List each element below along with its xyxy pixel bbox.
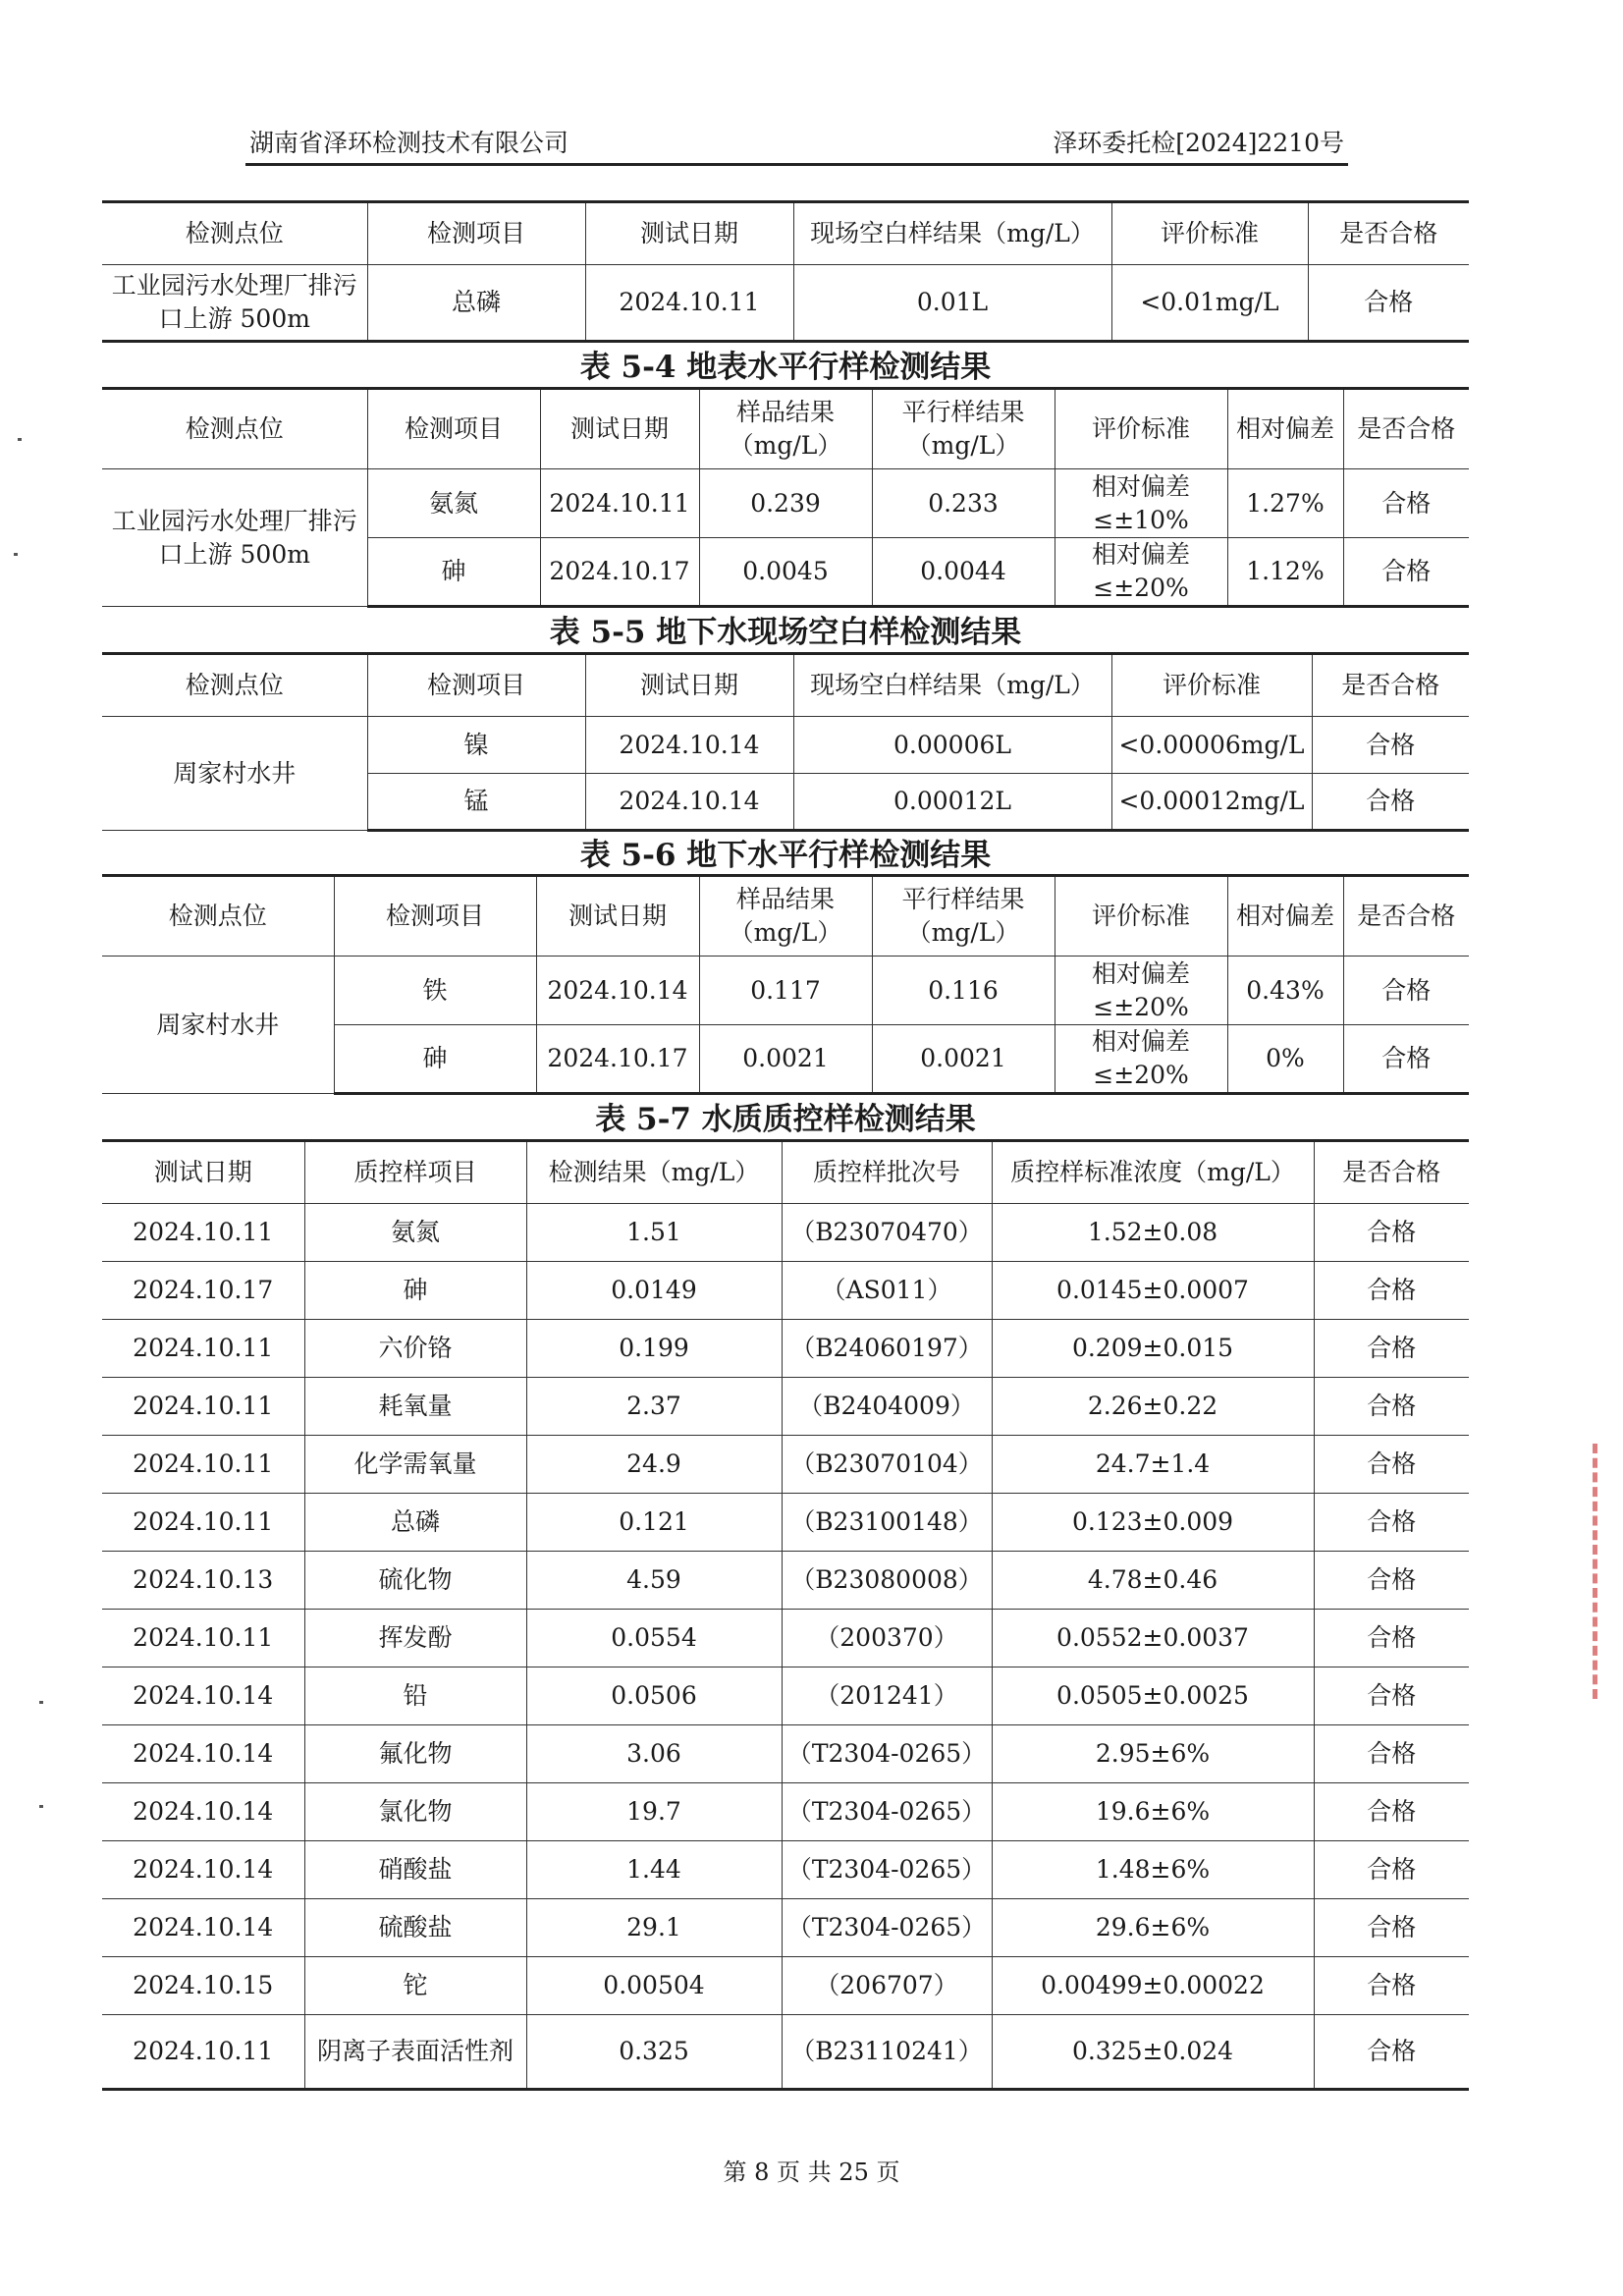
table-5-7 xyxy=(102,1139,1469,2091)
item-cell: 砷 xyxy=(334,1025,536,1094)
header-cell: 相对偏差 xyxy=(1227,876,1343,957)
point-cell: 工业园污水处理厂排污口上游 500m xyxy=(102,469,367,607)
table-5-6-caption: 表 5-6 地下水平行样检测结果 xyxy=(579,838,992,873)
pass-cell: 合格 xyxy=(1314,1494,1469,1552)
header-cell: 质控样批次号 xyxy=(782,1141,992,1204)
header-cell: 是否合格 xyxy=(1343,389,1469,469)
date-cell: 2024.10.11 xyxy=(102,1494,304,1552)
standard-cell: 4.78±0.46 xyxy=(992,1552,1314,1610)
standard-cell: 0.325±0.024 xyxy=(992,2015,1314,2090)
table-row xyxy=(102,1378,1469,1436)
table-row xyxy=(102,2015,1469,2090)
company-name: 湖南省泽环检测技术有限公司 xyxy=(249,129,569,157)
header-cell: 现场空白样结果（mg/L） xyxy=(793,202,1111,265)
batch-cell: （B23080008） xyxy=(782,1552,992,1610)
header-cell: 现场空白样结果（mg/L） xyxy=(793,654,1111,717)
table-5-3 xyxy=(102,200,1469,343)
date-cell: 2024.10.14 xyxy=(102,1725,304,1783)
parallel-cell: 0.0021 xyxy=(872,1025,1055,1094)
batch-cell: （T2304-0265） xyxy=(782,1841,992,1899)
table-header-row xyxy=(102,876,1469,957)
result-cell: 0.0506 xyxy=(526,1667,782,1725)
result-cell: 29.1 xyxy=(526,1899,782,1957)
table-row xyxy=(102,1610,1469,1667)
result-cell: 4.59 xyxy=(526,1552,782,1610)
header-cell: 检测点位 xyxy=(102,202,367,265)
batch-cell: （AS011） xyxy=(782,1262,992,1320)
report-number: 泽环委托检[2024]2210号 xyxy=(1053,129,1344,157)
table-row xyxy=(102,1320,1469,1378)
pass-cell: 合格 xyxy=(1314,1436,1469,1494)
header-cell: 评价标准 xyxy=(1111,202,1308,265)
point-cell: 周家村水井 xyxy=(102,717,367,831)
pass-cell: 合格 xyxy=(1314,1725,1469,1783)
header-cell: 测试日期 xyxy=(585,654,793,717)
table-row xyxy=(102,1783,1469,1841)
table-row xyxy=(102,957,1469,1025)
standard-cell: 0.209±0.015 xyxy=(992,1320,1314,1378)
table-5-6 xyxy=(102,874,1469,1095)
batch-cell: （200370） xyxy=(782,1610,992,1667)
item-cell: 总磷 xyxy=(367,265,585,342)
batch-cell: （B23110241） xyxy=(782,2015,992,2090)
date-cell: 2024.10.13 xyxy=(102,1552,304,1610)
standard-cell: 19.6±6% xyxy=(992,1783,1314,1841)
date-cell: 2024.10.11 xyxy=(585,265,793,342)
scan-speck xyxy=(14,553,18,556)
batch-cell: （T2304-0265） xyxy=(782,1899,992,1957)
standard-cell: 相对偏差≤±10% xyxy=(1055,469,1227,538)
result-cell: 0.199 xyxy=(526,1320,782,1378)
item-cell: 挥发酚 xyxy=(304,1610,526,1667)
pass-cell: 合格 xyxy=(1314,1204,1469,1262)
standard-cell: 0.0505±0.0025 xyxy=(992,1667,1314,1725)
standard-cell: <0.01mg/L xyxy=(1111,265,1308,342)
pass-cell: 合格 xyxy=(1308,265,1469,342)
pass-cell: 合格 xyxy=(1343,957,1469,1025)
batch-cell: （B23070470） xyxy=(782,1204,992,1262)
date-cell: 2024.10.11 xyxy=(102,2015,304,2090)
item-cell: 六价铬 xyxy=(304,1320,526,1378)
table-5-4 xyxy=(102,387,1469,608)
date-cell: 2024.10.14 xyxy=(102,1667,304,1725)
pass-cell: 合格 xyxy=(1314,1378,1469,1436)
item-cell: 氨氮 xyxy=(304,1204,526,1262)
standard-cell: 0.123±0.009 xyxy=(992,1494,1314,1552)
table-row xyxy=(102,469,1469,538)
point-cell: 工业园污水处理厂排污口上游 500m xyxy=(102,265,367,342)
header-cell: 检测结果（mg/L） xyxy=(526,1141,782,1204)
date-cell: 2024.10.17 xyxy=(102,1262,304,1320)
table-5-4-caption: 表 5-4 地表水平行样检测结果 xyxy=(579,350,992,385)
parallel-cell: 0.116 xyxy=(872,957,1055,1025)
header-cell: 评价标准 xyxy=(1111,654,1312,717)
date-cell: 2024.10.15 xyxy=(102,1957,304,2015)
result-cell: 0.0149 xyxy=(526,1262,782,1320)
result-cell: 0.00504 xyxy=(526,1957,782,2015)
table-row xyxy=(102,1841,1469,1899)
pass-cell: 合格 xyxy=(1314,1783,1469,1841)
header-cell: 样品结果（mg/L） xyxy=(699,876,872,957)
header-cell: 测试日期 xyxy=(102,1141,304,1204)
item-cell: 铁 xyxy=(334,957,536,1025)
item-cell: 砷 xyxy=(367,538,540,607)
item-cell: 铊 xyxy=(304,1957,526,2015)
table-row xyxy=(102,1494,1469,1552)
item-cell: 总磷 xyxy=(304,1494,526,1552)
batch-cell: （201241） xyxy=(782,1667,992,1725)
header-cell: 评价标准 xyxy=(1055,876,1227,957)
sample-cell: 0.0021 xyxy=(699,1025,872,1094)
batch-cell: （B24060197） xyxy=(782,1320,992,1378)
header-cell: 相对偏差 xyxy=(1227,389,1343,469)
header-cell: 检测点位 xyxy=(102,389,367,469)
item-cell: 氯化物 xyxy=(304,1783,526,1841)
item-cell: 铅 xyxy=(304,1667,526,1725)
pass-cell: 合格 xyxy=(1314,1957,1469,2015)
batch-cell: （206707） xyxy=(782,1957,992,2015)
table-header-row xyxy=(102,389,1469,469)
pass-cell: 合格 xyxy=(1343,469,1469,538)
result-cell: 0.0554 xyxy=(526,1610,782,1667)
parallel-cell: 0.0044 xyxy=(872,538,1055,607)
date-cell: 2024.10.11 xyxy=(102,1436,304,1494)
sample-cell: 0.0045 xyxy=(699,538,872,607)
pass-cell: 合格 xyxy=(1314,1320,1469,1378)
scan-speck xyxy=(39,1701,43,1704)
date-cell: 2024.10.11 xyxy=(102,1204,304,1262)
table-5-5 xyxy=(102,652,1469,832)
pass-cell: 合格 xyxy=(1314,2015,1469,2090)
date-cell: 2024.10.11 xyxy=(102,1378,304,1436)
header-cell: 质控样标准浓度（mg/L） xyxy=(992,1141,1314,1204)
date-cell: 2024.10.11 xyxy=(102,1610,304,1667)
standard-cell: 0.0145±0.0007 xyxy=(992,1262,1314,1320)
standard-cell: 29.6±6% xyxy=(992,1899,1314,1957)
table-row xyxy=(102,1262,1469,1320)
batch-cell: （T2304-0265） xyxy=(782,1725,992,1783)
header-cell: 检测项目 xyxy=(367,654,585,717)
header-cell: 检测项目 xyxy=(367,389,540,469)
result-cell: 1.44 xyxy=(526,1841,782,1899)
table-row xyxy=(102,1899,1469,1957)
header-cell: 平行样结果（mg/L） xyxy=(872,876,1055,957)
item-cell: 镍 xyxy=(367,717,585,774)
parallel-cell: 0.233 xyxy=(872,469,1055,538)
standard-cell: 2.26±0.22 xyxy=(992,1378,1314,1436)
table-row xyxy=(102,1204,1469,1262)
date-cell: 2024.10.17 xyxy=(536,1025,699,1094)
table-row xyxy=(102,1667,1469,1725)
pass-cell: 合格 xyxy=(1343,1025,1469,1094)
header-cell: 评价标准 xyxy=(1055,389,1227,469)
sample-cell: 0.117 xyxy=(699,957,872,1025)
table-header-row xyxy=(102,1141,1469,1204)
standard-cell: 相对偏差≤±20% xyxy=(1055,538,1227,607)
standard-cell: 0.00499±0.00022 xyxy=(992,1957,1314,2015)
item-cell: 砷 xyxy=(304,1262,526,1320)
header-cell: 测试日期 xyxy=(536,876,699,957)
item-cell: 化学需氧量 xyxy=(304,1436,526,1494)
pass-cell: 合格 xyxy=(1312,717,1469,774)
scan-speck xyxy=(39,1805,43,1808)
table-row xyxy=(102,265,1469,342)
result-cell: 0.325 xyxy=(526,2015,782,2090)
standard-cell: 相对偏差≤±20% xyxy=(1055,1025,1227,1094)
table-row xyxy=(102,717,1469,774)
header-cell: 是否合格 xyxy=(1308,202,1469,265)
pass-cell: 合格 xyxy=(1314,1552,1469,1610)
sample-cell: 0.239 xyxy=(699,469,872,538)
standard-cell: <0.00012mg/L xyxy=(1111,774,1312,831)
pass-cell: 合格 xyxy=(1343,538,1469,607)
date-cell: 2024.10.17 xyxy=(540,538,699,607)
item-cell: 硝酸盐 xyxy=(304,1841,526,1899)
batch-cell: （B23100148） xyxy=(782,1494,992,1552)
batch-cell: （T2304-0265） xyxy=(782,1783,992,1841)
result-cell: 2.37 xyxy=(526,1378,782,1436)
date-cell: 2024.10.14 xyxy=(102,1783,304,1841)
table-header-row xyxy=(102,654,1469,717)
header-cell: 样品结果（mg/L） xyxy=(699,389,872,469)
table-5-7-caption: 表 5-7 水质质控样检测结果 xyxy=(595,1102,976,1137)
header-cell: 检测点位 xyxy=(102,876,334,957)
result-cell: 3.06 xyxy=(526,1725,782,1783)
standard-cell: <0.00006mg/L xyxy=(1111,717,1312,774)
scan-speck xyxy=(18,438,22,441)
result-cell: 0.01L xyxy=(793,265,1111,342)
item-cell: 硫酸盐 xyxy=(304,1899,526,1957)
page-header xyxy=(245,120,1348,166)
date-cell: 2024.10.11 xyxy=(102,1320,304,1378)
result-cell: 0.00006L xyxy=(793,717,1111,774)
date-cell: 2024.10.14 xyxy=(102,1841,304,1899)
result-cell: 0.121 xyxy=(526,1494,782,1552)
pass-cell: 合格 xyxy=(1314,1610,1469,1667)
header-cell: 质控样项目 xyxy=(304,1141,526,1204)
pass-cell: 合格 xyxy=(1312,774,1469,831)
table-header-row xyxy=(102,202,1469,265)
date-cell: 2024.10.14 xyxy=(102,1899,304,1957)
seal-edge-mark xyxy=(1593,1444,1611,1699)
standard-cell: 1.48±6% xyxy=(992,1841,1314,1899)
header-cell: 是否合格 xyxy=(1314,1141,1469,1204)
header-cell: 测试日期 xyxy=(585,202,793,265)
item-cell: 氨氮 xyxy=(367,469,540,538)
result-cell: 19.7 xyxy=(526,1783,782,1841)
item-cell: 锰 xyxy=(367,774,585,831)
header-cell: 检测点位 xyxy=(102,654,367,717)
pass-cell: 合格 xyxy=(1314,1899,1469,1957)
date-cell: 2024.10.11 xyxy=(540,469,699,538)
pass-cell: 合格 xyxy=(1314,1667,1469,1725)
date-cell: 2024.10.14 xyxy=(585,774,793,831)
result-cell: 1.51 xyxy=(526,1204,782,1262)
header-cell: 检测项目 xyxy=(334,876,536,957)
deviation-cell: 0.43% xyxy=(1227,957,1343,1025)
standard-cell: 24.7±1.4 xyxy=(992,1436,1314,1494)
deviation-cell: 1.12% xyxy=(1227,538,1343,607)
batch-cell: （B2404009） xyxy=(782,1378,992,1436)
pass-cell: 合格 xyxy=(1314,1841,1469,1899)
date-cell: 2024.10.14 xyxy=(536,957,699,1025)
page-footer: 第 8 页 共 25 页 xyxy=(723,2159,900,2186)
item-cell: 耗氧量 xyxy=(304,1378,526,1436)
standard-cell: 0.0552±0.0037 xyxy=(992,1610,1314,1667)
pass-cell: 合格 xyxy=(1314,1262,1469,1320)
table-5-5-caption: 表 5-5 地下水现场空白样检测结果 xyxy=(549,615,1022,650)
deviation-cell: 0% xyxy=(1227,1025,1343,1094)
result-cell: 24.9 xyxy=(526,1436,782,1494)
point-cell: 周家村水井 xyxy=(102,957,334,1094)
deviation-cell: 1.27% xyxy=(1227,469,1343,538)
header-cell: 是否合格 xyxy=(1343,876,1469,957)
standard-cell: 1.52±0.08 xyxy=(992,1204,1314,1262)
header-cell: 是否合格 xyxy=(1312,654,1469,717)
header-cell: 平行样结果（mg/L） xyxy=(872,389,1055,469)
table-row xyxy=(102,1436,1469,1494)
item-cell: 阴离子表面活性剂 xyxy=(304,2015,526,2090)
item-cell: 硫化物 xyxy=(304,1552,526,1610)
table-row xyxy=(102,1552,1469,1610)
date-cell: 2024.10.14 xyxy=(585,717,793,774)
standard-cell: 相对偏差≤±20% xyxy=(1055,957,1227,1025)
table-row xyxy=(102,1725,1469,1783)
header-cell: 测试日期 xyxy=(540,389,699,469)
result-cell: 0.00012L xyxy=(793,774,1111,831)
header-cell: 检测项目 xyxy=(367,202,585,265)
table-row xyxy=(102,1957,1469,2015)
batch-cell: （B23070104） xyxy=(782,1436,992,1494)
standard-cell: 2.95±6% xyxy=(992,1725,1314,1783)
item-cell: 氟化物 xyxy=(304,1725,526,1783)
